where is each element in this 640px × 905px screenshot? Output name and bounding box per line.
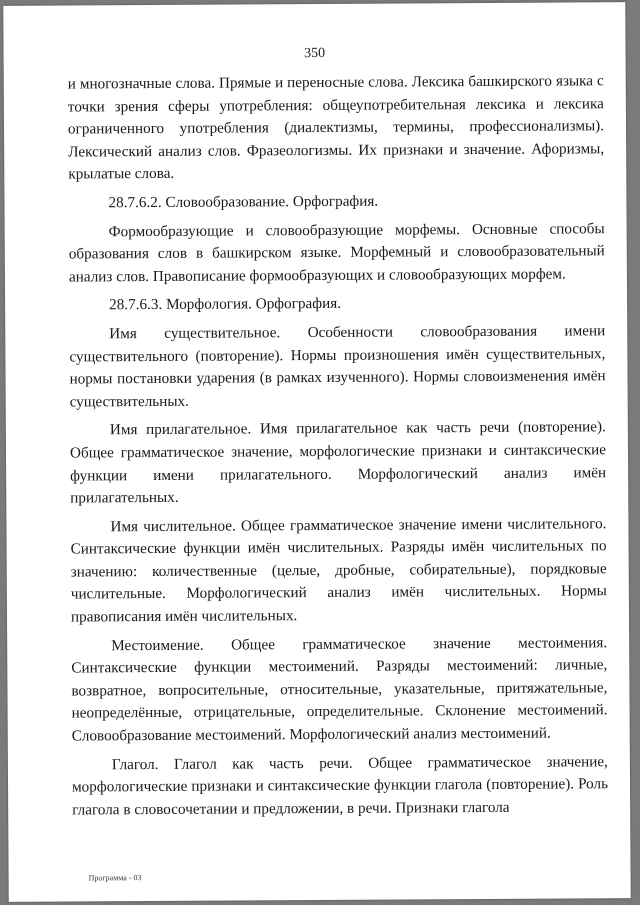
paragraph-noun: Имя существительное. Особенности словообразования имени существительного (повторение). Нормы произношения имён существительных, нормы постановки ударения (в рамках изученного). Нормы словоизменения имён существительных. <box>69 322 606 411</box>
paragraph-numeral: Имя числительное. Общее грамматическое значение имени числительного. Синтаксические функции имён числительных. Разряды имён числительных по значению: количественные (целые, дробные, собирательные), порядковые числительные. Морфологический анализ имён числительных. Нормы правописания имён числительных. <box>70 514 607 626</box>
section-heading-word-formation: 28.7.6.2. Словообразование. Орфография. <box>108 192 379 212</box>
section-heading-morphology: 28.7.6.3. Морфология. Орфография. <box>109 295 342 314</box>
page-number: 350 <box>304 45 326 62</box>
paragraph-verb: Глагол. Глагол как часть речи. Общее грамматическое значение, морфологические признаки и синтаксические функции глагола (повторение). Роль глагола в словосочетании и предложении, в речи. Признаки глагола <box>71 752 609 819</box>
page-footer: Программа - 03 <box>88 873 142 883</box>
paragraph-adjective: Имя прилагательное. Имя прилагательное как часть речи (повторение). Общее грамматическое значение, морфологические признаки и синтаксические функции имени прилагательного. Морфологический анализ имён прилагательных. <box>69 418 607 507</box>
paragraph-pronoun: Местоимение. Общее грамматическое значение местоимения. Синтаксические функции местоимений. Разряды местоимений: личные, возвратное, вопросительные, относительные, указательные, притяжательные, неопределённые, отрицательные, определительные. Склонение местоимений. Словообразование местоимений. Морфологический анализ местоимений. <box>71 633 608 745</box>
document-body <box>68 70 609 828</box>
paragraph-morphemes: Формообразующие и словообразующие морфемы. Основные способы образования слов в башкирском языке. Морфемный и словообразовательный анализ слов. Правописание формообразующих и словообразующих морфем. <box>68 219 605 286</box>
paragraph-lexicon: и многозначные слова. Прямые и переносные слова. Лексика башкирского языка с точки зрения сферы употребления: общеупотребительная лексика и лексика ограниченного употребления (диалектизмы, термины, профессионализмы). Лексический анализ слов. Фразеологизмы. Их признаки и значение. Афоризмы, крылатые слова. <box>67 72 605 183</box>
document-page <box>3 2 630 902</box>
